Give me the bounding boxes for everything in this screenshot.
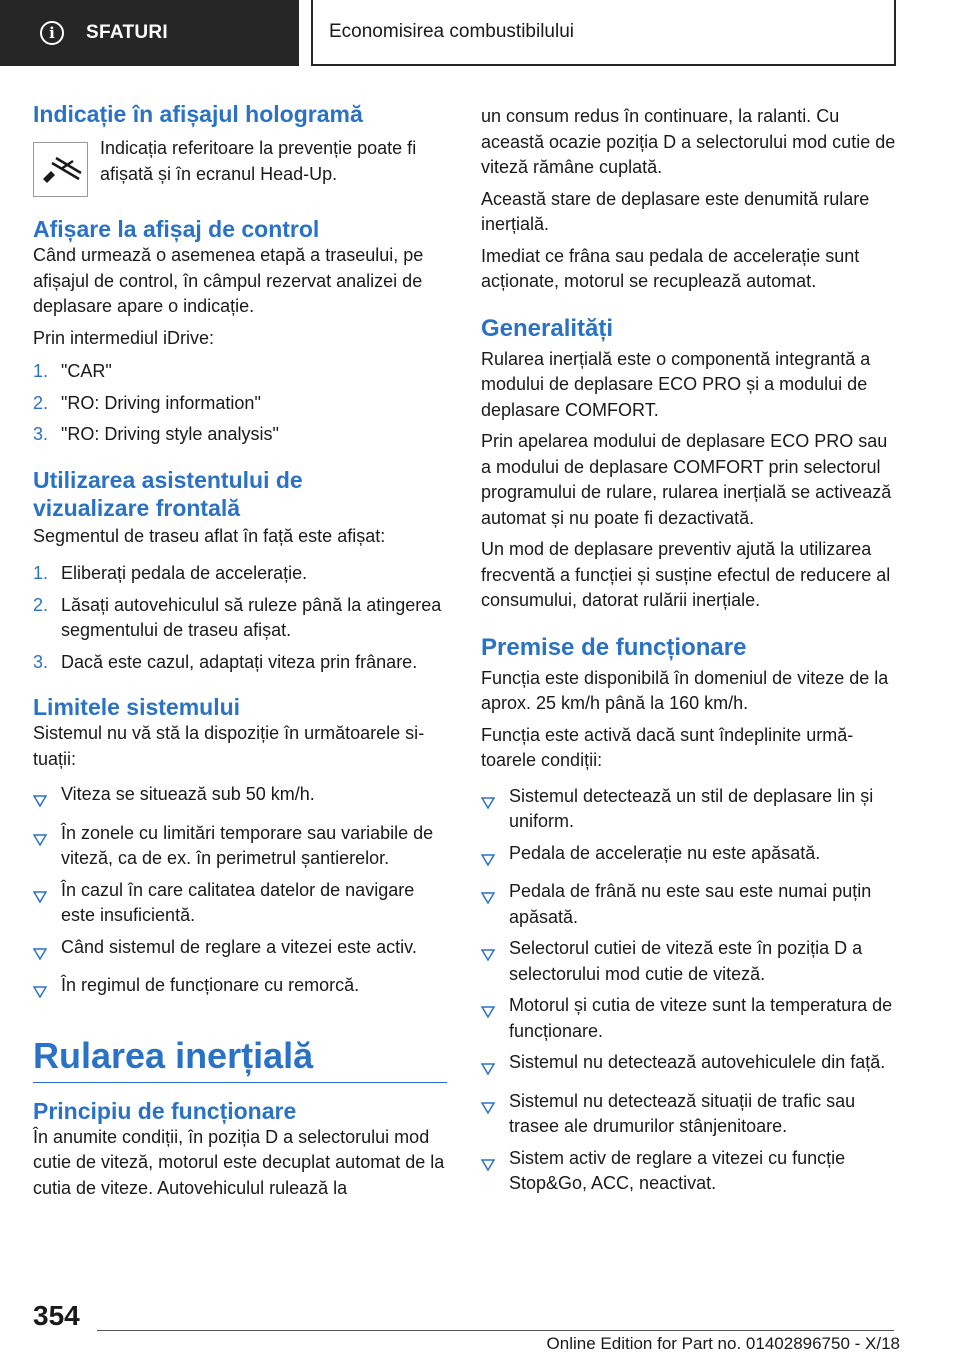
section-title: SFATURI [86,22,168,43]
heading-hud: Indicație în afișajul hologramă [33,101,363,127]
right-column [481,104,897,1203]
paragraph: Segmentul de traseu aflat în față este afișat: [33,525,386,546]
heading-assist: Utilizarea asistentului de vizualizare frontală [33,466,303,521]
paragraph: Prin apelarea modului de deplasare ECO PRO sau a modului de deplasare COMFORT prin selectorul programului de rulare, rularea inerțială se activează automat și nu poate fi dezactivată. [481,431,892,528]
chapter-tab [311,0,896,66]
paragraph: Când urmează o asemenea etapă a traseului, pe afișajul de control, în câmpul rezervat analizei de deplasare apare o indicație. [33,245,424,316]
list-item: 3. "RO: Driving style analysis" [33,424,279,444]
hud-notice [33,138,447,197]
triangle-bullet-icon [33,782,61,815]
paragraph: Sistemul nu vă stă la dispoziție în următoarele situații: [33,723,425,769]
info-icon: i [40,21,64,45]
list-item: Sistemul detectează un stil de deplasare lin și uniform. [481,784,897,835]
paragraph: Funcția este disponibilă în domeniul de viteze de la aprox. 25 km/h până la 160 km/h. [481,667,889,713]
triangle-bullet-icon [33,821,61,872]
list-item: Sistem activ de reglare a vitezei cu funcție Stop&Go, ACC, neactivat. [481,1146,897,1197]
triangle-bullet-icon [481,879,509,930]
triangle-bullet-icon [481,1089,509,1140]
triangle-bullet-icon [481,936,509,987]
paragraph: În anumite condiții, în poziția D a selectorului mod cutie de viteză, motorul este decuplat automat de la cutia de viteze. Autovehiculul rulează la [33,1126,445,1198]
heading-prerequisites: Premise de funcționare [481,633,747,661]
list-item: 2. Lăsați autovehiculul să ruleze până la atingerea segmentului de traseu afișat. [33,594,442,640]
footer-divider [97,1330,894,1331]
paragraph: Un mod de deplasare preventiv ajută la utilizarea frecventă a funcției și susține efectul de reducere al consumului, datorat rulării inerțiale. [481,539,891,610]
prerequisites-list [481,784,897,1197]
list-item: Selectorul cutiei de viteză este în poziția D a selectorului mod cutie de viteză. [481,936,897,987]
triangle-bullet-icon [33,973,61,1006]
left-column [33,100,447,1201]
list-item: Pedala de accelerație nu este apăsată. [481,841,897,874]
triangle-bullet-icon [481,1146,509,1197]
list-item: Motorul și cutia de viteze sunt la temperatura de funcționare. [481,993,897,1044]
triangle-bullet-icon [33,935,61,968]
triangle-bullet-icon [481,993,509,1044]
list-item: 2. "RO: Driving information" [33,392,261,413]
list-item: Sistemul nu detectează situații de trafic sau trasee ale drumurilor stânjenitoare. [481,1089,897,1140]
list-item: În zonele cu limitări temporare sau variabile de viteză, ca de ex. în perimetrul șantierelor. [33,821,447,872]
paragraph: Această stare de deplasare este denumită rulare inerțială. [481,188,870,234]
chapter-title: Economisirea combustibilului [329,21,574,42]
list-item: Sistemul nu detectează autovehiculele din față. [481,1050,897,1083]
list-item: 1. "CAR" [33,361,112,381]
paragraph: Prin intermediul iDrive: [33,327,215,348]
heading-control-display: Afișare la afișaj de control [33,216,320,242]
chapter-heading-block [33,1034,447,1083]
heading-coasting: Rularea inerțială [33,1034,314,1076]
list-item: În cazul în care calitatea datelor de navigare este insuficientă. [33,878,447,929]
triangle-bullet-icon [33,878,61,929]
paragraph: Rularea inerțială este o componentă integrantă a modului de deplasare ECO PRO și a modului de deplasare COMFORT. [481,348,871,420]
heading-limits: Limitele sistemului [33,694,241,720]
page-number: 354 [33,1300,80,1331]
heading-principle: Principiu de funcționare [33,1097,297,1124]
paragraph: Funcția este activă dacă sunt îndeplinite următoarele condiții: [481,724,854,770]
paragraph: un consum redus în continuare, la ralanti. Cu această ocazie poziția D a selectorului mod cutie de viteză rămâne cuplată. [481,106,896,177]
section-tab [0,0,299,66]
list-item: 3. Dacă este cazul, adaptați viteza prin frânare. [33,651,418,672]
edition-note: Online Edition for Part no. 01402896750 - X/18 [546,1334,900,1353]
list-item: Viteza se situează sub 50 km/h. [33,782,447,815]
triangle-bullet-icon [481,841,509,874]
limits-list [33,782,447,1006]
hud-text: Indicația referitoare la prevenție poate fi afișată și în ecranul Head-Up. [100,138,417,184]
head-up-display-icon [33,142,88,197]
heading-general: Generalități [481,314,614,342]
list-item: 1. Eliberați pedala de accelerație. [33,563,308,583]
paragraph: Imediat ce frâna sau pedala de accelerație sunt acționate, motorul se recuplează automat. [481,245,860,291]
assist-steps [33,561,447,675]
page-header [0,0,960,66]
triangle-bullet-icon [481,1050,509,1083]
list-item: În regimul de funcționare cu remorcă. [33,973,447,1006]
triangle-bullet-icon [481,784,509,835]
list-item: Când sistemul de reglare a vitezei este activ. [33,935,447,968]
idrive-steps [33,359,447,448]
list-item: Pedala de frână nu este sau este numai puțin apăsată. [481,879,897,930]
